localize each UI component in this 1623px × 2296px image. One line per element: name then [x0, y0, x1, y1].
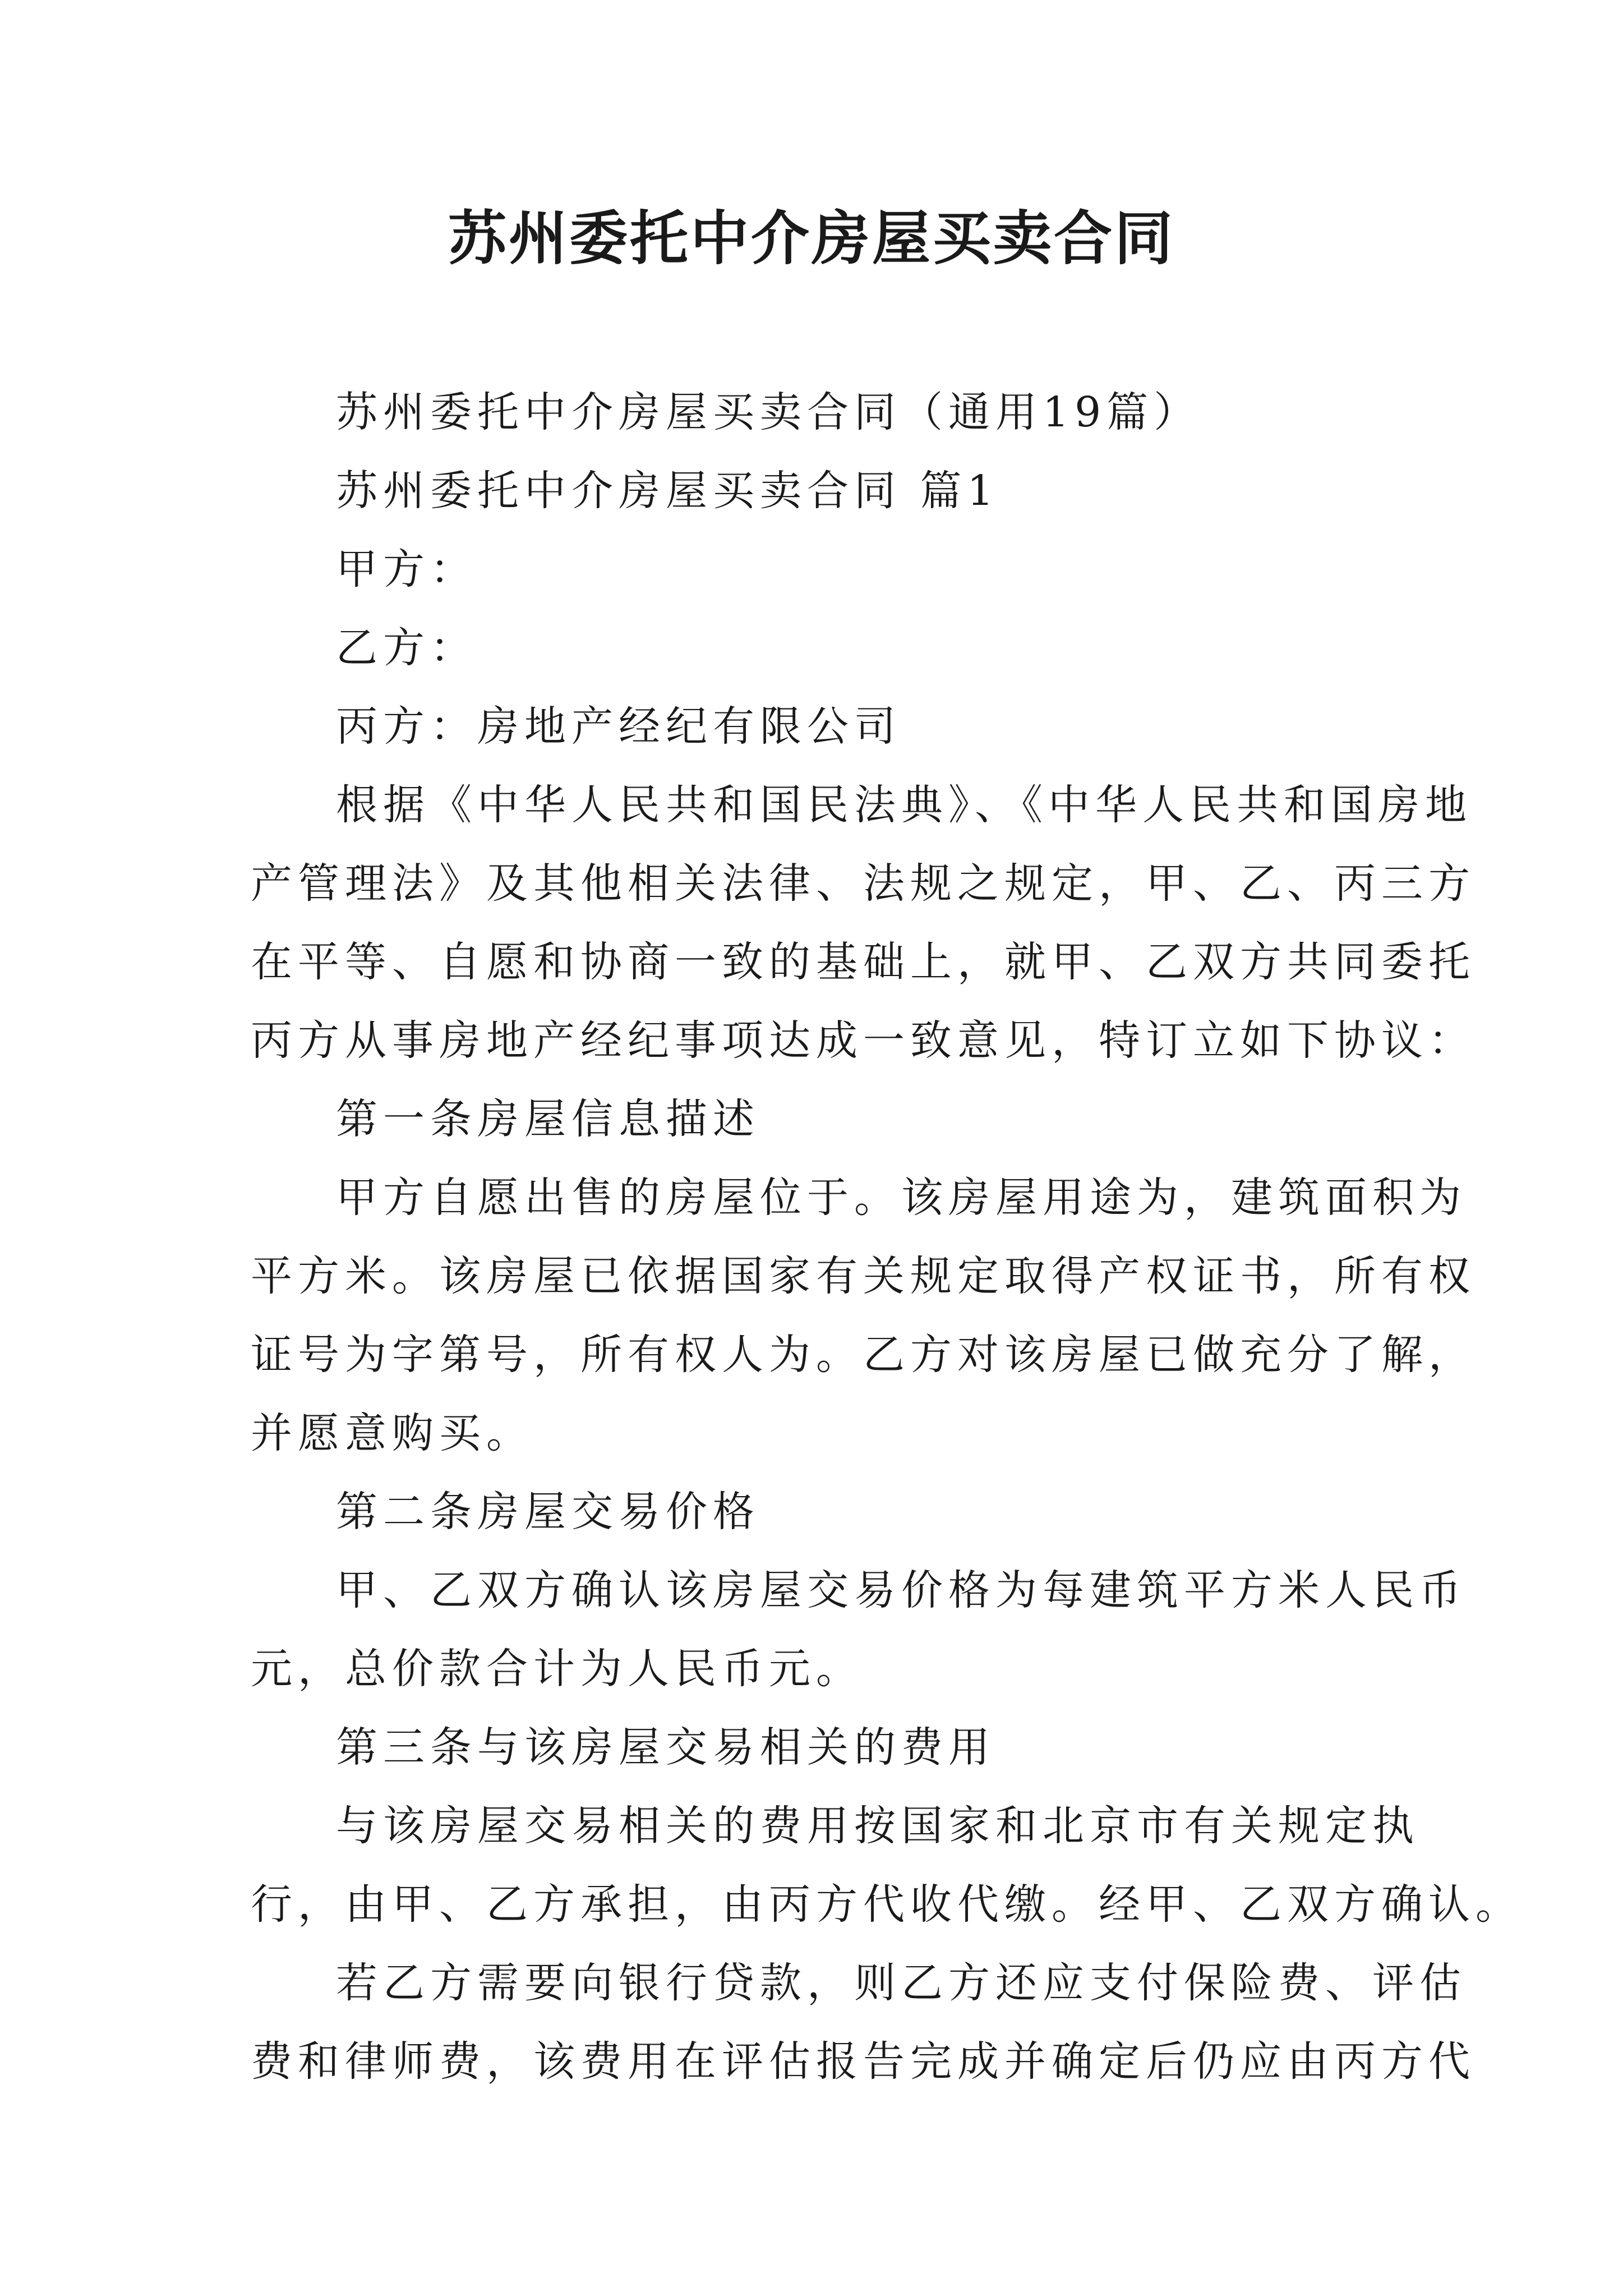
- paragraph-line: 产管理法》及其他相关法律、法规之规定，甲、乙、丙三方: [251, 859, 1476, 908]
- article-heading: 第一条房屋信息描述: [336, 1095, 760, 1143]
- paragraph-line: 行，由甲、乙方承担，由丙方代收代缴。经甲、乙双方确认。: [251, 1880, 1523, 1929]
- paragraph-line: 甲方自愿出售的房屋位于。该房屋用途为，建筑面积为: [336, 1174, 1467, 1222]
- section-heading: 苏州委托中介房屋买卖合同 篇1: [336, 467, 999, 515]
- paragraph-line: 若乙方需要向银行贷款，则乙方还应支付保险费、评估: [336, 1959, 1467, 2007]
- paragraph-line: 元，总价款合计为人民币元。: [251, 1645, 863, 1693]
- party-b-line: 乙方：: [336, 624, 477, 672]
- article-heading: 第二条房屋交易价格: [336, 1488, 760, 1536]
- paragraph-line: 费和律师费，该费用在评估报告完成并确定后仍应由丙方代: [251, 2037, 1476, 2086]
- paragraph-line: 与该房屋交易相关的费用按国家和北京市有关规定执: [336, 1802, 1419, 1850]
- article-heading: 第三条与该房屋交易相关的费用: [336, 1723, 995, 1772]
- party-a-line: 甲方：: [336, 545, 477, 593]
- party-c-line: 丙方：房地产经纪有限公司: [336, 702, 901, 751]
- paragraph-line: 在平等、自愿和协商一致的基础上，就甲、乙双方共同委托: [251, 938, 1476, 986]
- paragraph-line: 平方米。该房屋已依据国家有关规定取得产权证书，所有权: [251, 1252, 1476, 1300]
- paragraph-line: 丙方从事房地产经纪事项达成一致意见，特订立如下协议：: [251, 1016, 1476, 1065]
- document-title: 苏州委托中介房屋买卖合同: [448, 204, 1175, 273]
- paragraph-line: 甲、乙双方确认该房屋交易价格为每建筑平方米人民币: [336, 1566, 1467, 1614]
- paragraph-line: 证号为字第号，所有权人为。乙方对该房屋已做充分了解，: [251, 1331, 1476, 1379]
- paragraph-line: 根据《中华人民共和国民法典》、《中华人民共和国房地: [336, 781, 1472, 829]
- paragraph-line: 并愿意购买。: [251, 1409, 533, 1457]
- subtitle-line: 苏州委托中介房屋买卖合同（通用19篇）: [336, 388, 1201, 436]
